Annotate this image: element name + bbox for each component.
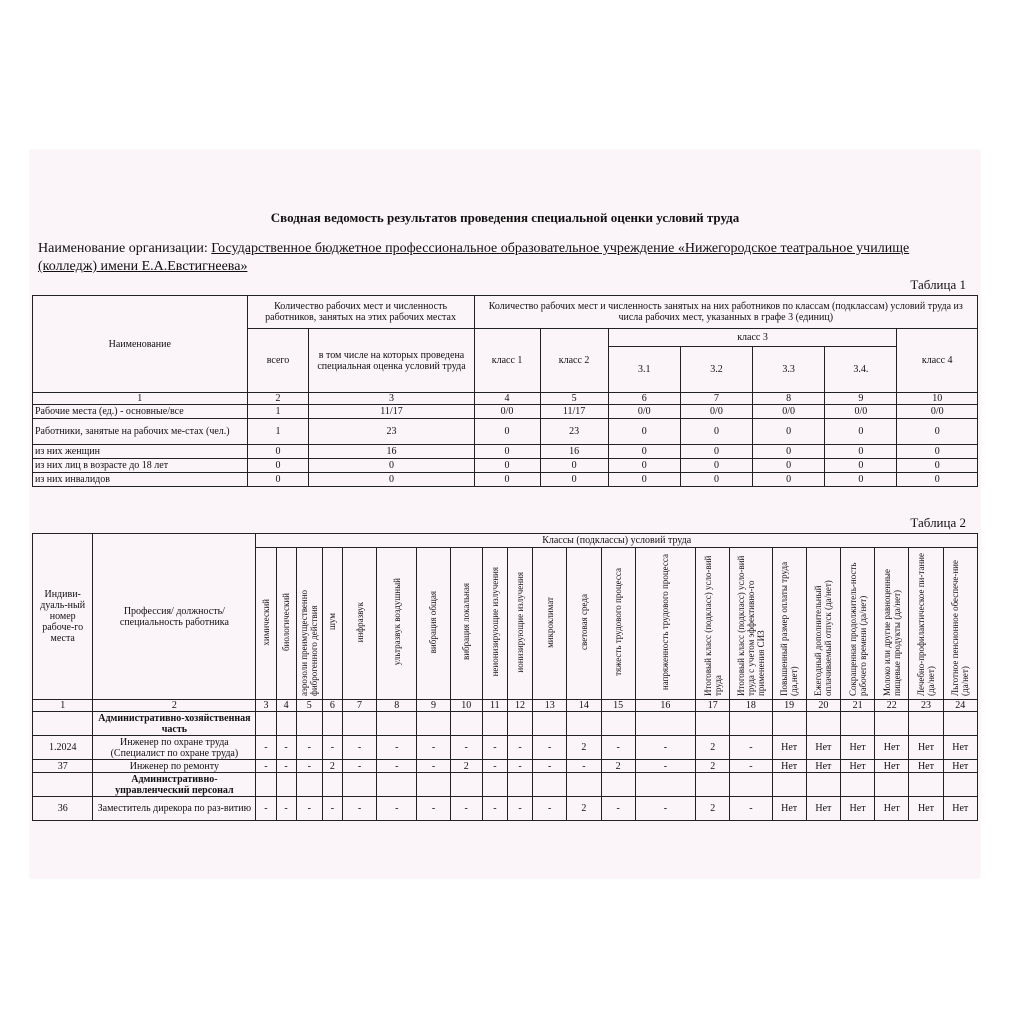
- t1-cell: 0: [680, 419, 752, 445]
- table-row: [33, 760, 978, 773]
- profession-name: Заместитель дирекора по раз-витию: [93, 797, 256, 821]
- t2-cell: -: [417, 797, 450, 821]
- t1-header-3-3: 3.3: [753, 347, 825, 393]
- t2-vertical-header: [507, 548, 532, 700]
- section-cell: [601, 773, 635, 797]
- table-row: [33, 736, 978, 760]
- t1-cell: 0: [680, 473, 752, 487]
- t2-vertical-header: [943, 548, 977, 700]
- t2-cell: -: [533, 760, 567, 773]
- section-cell: [482, 773, 507, 797]
- t1-header-class2: класс 2: [540, 329, 608, 393]
- t2-vertical-header: [696, 548, 730, 700]
- t1-cell: 1: [247, 405, 309, 419]
- t1-col-number: 1: [33, 393, 248, 405]
- section-cell: [772, 712, 806, 736]
- t2-cell: Нет: [909, 760, 943, 773]
- section-cell: [635, 773, 695, 797]
- t2-vertical-header: [875, 548, 909, 700]
- t2-col-number: 11: [482, 700, 507, 712]
- t2-cell: 2: [322, 760, 342, 773]
- section-cell: [377, 712, 417, 736]
- t2-cell: Нет: [772, 760, 806, 773]
- t1-header-class1: класс 1: [474, 329, 540, 393]
- t2-cell: Нет: [806, 760, 840, 773]
- t1-cell: 1: [247, 419, 309, 445]
- section-row: [33, 773, 978, 797]
- t2-cell: -: [276, 736, 296, 760]
- t1-cell: 11/17: [540, 405, 608, 419]
- t2-col-number: 2: [93, 700, 256, 712]
- workplace-number: 36: [33, 797, 93, 821]
- t1-col-number: 8: [753, 393, 825, 405]
- t2-col-number: 16: [635, 700, 695, 712]
- t2-cell: -: [482, 797, 507, 821]
- t2-vertical-header: [909, 548, 943, 700]
- t2-vertical-header-text: ультразвук воздушный: [391, 578, 402, 666]
- table1-caption: Таблица 1: [910, 277, 966, 292]
- t2-cell: 2: [450, 760, 482, 773]
- section-cell: [772, 773, 806, 797]
- t1-cell: 23: [540, 419, 608, 445]
- organization-label: Наименование организации:: [38, 241, 212, 256]
- section-cell: [276, 773, 296, 797]
- t2-cell: -: [482, 736, 507, 760]
- t2-vertical-header: [840, 548, 874, 700]
- t1-cell: 0/0: [753, 405, 825, 419]
- section-cell: [256, 773, 276, 797]
- t2-vertical-header-text: инфразвук: [354, 601, 365, 643]
- t1-col-number: 9: [825, 393, 897, 405]
- t1-cell: 0: [540, 473, 608, 487]
- t2-col-number: 5: [296, 700, 322, 712]
- t2-vertical-header: [377, 548, 417, 700]
- t2-vertical-header-text: напряженность трудового процесса: [660, 553, 671, 691]
- t2-cell: -: [730, 736, 772, 760]
- t2-vertical-header-text: Сокращенная продолжитель-ность рабочего времени (да/нет): [847, 562, 868, 696]
- section-cell: [730, 773, 772, 797]
- section-cell: [840, 712, 874, 736]
- t1-row-name: из них лиц в возрасте до 18 лет: [33, 459, 248, 473]
- section-cell: [296, 712, 322, 736]
- t1-header-count: Количество рабочих мест и численность работников, занятых на этих рабочих местах: [247, 296, 474, 329]
- t1-cell: 16: [309, 445, 474, 459]
- t1-col-number: 6: [608, 393, 680, 405]
- section-cell: [696, 712, 730, 736]
- t2-cell: 2: [601, 760, 635, 773]
- t2-cell: -: [417, 736, 450, 760]
- t2-vertical-header: [276, 548, 296, 700]
- t1-header-total: всего: [247, 329, 309, 393]
- t1-cell: 0/0: [680, 405, 752, 419]
- table-row: [33, 797, 978, 821]
- t2-col-number: 24: [943, 700, 977, 712]
- t2-cell: -: [256, 760, 276, 773]
- t2-cell: -: [377, 797, 417, 821]
- t2-cell: Нет: [909, 797, 943, 821]
- t2-cell: -: [533, 736, 567, 760]
- t1-col-number: 10: [897, 393, 978, 405]
- t1-header-assessed: в том числе на которых проведена специальная оценка условий труда: [309, 329, 474, 393]
- t1-cell: 0/0: [608, 405, 680, 419]
- t1-cell: 0: [825, 459, 897, 473]
- t2-vertical-header: [601, 548, 635, 700]
- t1-cell: 0: [474, 419, 540, 445]
- t1-col-number: 3: [309, 393, 474, 405]
- t1-cell: 16: [540, 445, 608, 459]
- t2-cell: -: [507, 736, 532, 760]
- section-row: [33, 712, 978, 736]
- t1-cell: 0: [608, 459, 680, 473]
- t2-cell: -: [276, 797, 296, 821]
- t2-cell: Нет: [806, 797, 840, 821]
- t2-cell: Нет: [840, 736, 874, 760]
- t2-col-number: 8: [377, 700, 417, 712]
- section-empty: [33, 712, 93, 736]
- t2-cell: Нет: [943, 760, 977, 773]
- t2-vertical-header-text: химический: [260, 598, 271, 646]
- section-cell: [482, 712, 507, 736]
- t2-header-number: Индиви-дуаль-ный номер рабоче-го места: [33, 534, 93, 700]
- t1-cell: 0: [608, 473, 680, 487]
- t1-cell: 11/17: [309, 405, 474, 419]
- section-cell: [296, 773, 322, 797]
- t2-col-number: 23: [909, 700, 943, 712]
- t2-cell: -: [417, 760, 450, 773]
- section-cell: [909, 712, 943, 736]
- t1-cell: 0: [474, 473, 540, 487]
- section-cell: [342, 773, 376, 797]
- t2-cell: Нет: [875, 736, 909, 760]
- t2-cell: Нет: [840, 797, 874, 821]
- t2-col-number: 15: [601, 700, 635, 712]
- t2-cell: -: [322, 797, 342, 821]
- t2-vertical-header-text: Итоговый класс (подкласс) усло-вий труда с учетом эффективно-го применения СИЗ: [735, 555, 766, 696]
- t1-cell: 0: [897, 473, 978, 487]
- t2-cell: -: [296, 797, 322, 821]
- section-cell: [635, 712, 695, 736]
- t2-vertical-header: [533, 548, 567, 700]
- t2-vertical-header-text: биологический: [281, 592, 292, 652]
- t1-row-name: Работники, занятые на рабочих ме-стах (чел.): [33, 419, 248, 445]
- section-cell: [322, 712, 342, 736]
- workplace-table: [32, 533, 978, 821]
- table-row: [33, 419, 978, 445]
- t2-vertical-header-text: Льготное пенсионное обеспече-ние (да/нет): [950, 560, 971, 696]
- t2-vertical-header-text: вибрация общая: [428, 590, 439, 654]
- t2-vertical-header-text: Повышенный размер оплаты труда (да,нет): [779, 561, 800, 696]
- t2-cell: 2: [567, 797, 601, 821]
- t2-cell: -: [635, 736, 695, 760]
- t1-row-name: Рабочие места (ед.) - основные/все: [33, 405, 248, 419]
- section-title: Административно-управленческий персонал: [93, 773, 256, 797]
- t2-cell: 2: [696, 736, 730, 760]
- t2-cell: -: [342, 797, 376, 821]
- organization-line: [38, 240, 970, 276]
- section-cell: [806, 773, 840, 797]
- section-cell: [322, 773, 342, 797]
- t1-cell: 0: [753, 473, 825, 487]
- t1-cell: 0: [680, 459, 752, 473]
- section-cell: [601, 712, 635, 736]
- section-cell: [377, 773, 417, 797]
- section-cell: [909, 773, 943, 797]
- t2-cell: -: [482, 760, 507, 773]
- section-cell: [875, 773, 909, 797]
- section-cell: [507, 773, 532, 797]
- section-cell: [567, 773, 601, 797]
- t2-cell: -: [296, 760, 322, 773]
- t2-vertical-header: [450, 548, 482, 700]
- t1-cell: 0: [474, 459, 540, 473]
- t1-col-number: 2: [247, 393, 309, 405]
- t2-vertical-header: [806, 548, 840, 700]
- section-cell: [730, 712, 772, 736]
- t2-cell: -: [601, 797, 635, 821]
- document-title: Сводная ведомость результатов проведения специальной оценки условий труда: [270, 210, 740, 225]
- t2-col-number: 12: [507, 700, 532, 712]
- t1-header-3-1: 3.1: [608, 347, 680, 393]
- t2-cell: -: [256, 797, 276, 821]
- t1-header-class4: класс 4: [897, 329, 978, 393]
- t1-cell: 0/0: [825, 405, 897, 419]
- t2-cell: -: [377, 760, 417, 773]
- t2-vertical-header: [567, 548, 601, 700]
- t1-cell: 0: [897, 459, 978, 473]
- t2-cell: -: [601, 736, 635, 760]
- t2-cell: 2: [696, 797, 730, 821]
- t2-col-number: 14: [567, 700, 601, 712]
- t2-vertical-header-text: неионизирующие излучения: [489, 567, 500, 677]
- section-empty: [33, 773, 93, 797]
- t2-col-number: 17: [696, 700, 730, 712]
- t2-cell: -: [377, 736, 417, 760]
- t1-col-number: 4: [474, 393, 540, 405]
- document-sheet: [30, 150, 980, 878]
- t1-cell: 0/0: [474, 405, 540, 419]
- t2-column-numbers: [33, 700, 978, 712]
- t2-cell: -: [533, 797, 567, 821]
- t2-vertical-header-text: световая среда: [578, 594, 589, 650]
- t2-cell: -: [730, 797, 772, 821]
- t2-header-classes: Классы (подклассы) условий труда: [256, 534, 978, 548]
- t2-cell: Нет: [909, 736, 943, 760]
- section-cell: [450, 773, 482, 797]
- t1-cell: 0: [825, 473, 897, 487]
- t1-cell: 0: [825, 445, 897, 459]
- section-cell: [256, 712, 276, 736]
- workplace-number: 37: [33, 760, 93, 773]
- t2-cell: -: [635, 760, 695, 773]
- t2-col-number: 7: [342, 700, 376, 712]
- t1-cell: 0/0: [897, 405, 978, 419]
- t1-cell: 0: [825, 419, 897, 445]
- t2-header-profession: Профессия/ должность/ специальность работника: [93, 534, 256, 700]
- t2-col-number: 22: [875, 700, 909, 712]
- t2-vertical-header: [296, 548, 322, 700]
- section-cell: [533, 712, 567, 736]
- t1-col-number: 7: [680, 393, 752, 405]
- section-cell: [450, 712, 482, 736]
- t2-vertical-header: [322, 548, 342, 700]
- t1-cell: 0: [474, 445, 540, 459]
- t1-cell: 0: [897, 419, 978, 445]
- section-cell: [417, 773, 450, 797]
- t2-cell: Нет: [875, 760, 909, 773]
- t2-cell: -: [450, 736, 482, 760]
- t1-column-numbers: [33, 393, 978, 405]
- t2-col-number: 20: [806, 700, 840, 712]
- section-cell: [943, 773, 977, 797]
- section-cell: [875, 712, 909, 736]
- t1-cell: 0: [608, 445, 680, 459]
- t2-col-number: 21: [840, 700, 874, 712]
- table-row: [33, 473, 978, 487]
- t1-cell: 0: [753, 419, 825, 445]
- t1-cell: 0: [309, 459, 474, 473]
- t2-cell: -: [296, 736, 322, 760]
- t2-vertical-header: [482, 548, 507, 700]
- t2-col-number: 10: [450, 700, 482, 712]
- t2-cell: -: [256, 736, 276, 760]
- section-cell: [567, 712, 601, 736]
- t2-vertical-header: [635, 548, 695, 700]
- t2-cell: Нет: [943, 736, 977, 760]
- t1-cell: 23: [309, 419, 474, 445]
- t2-vertical-header-text: аэрозоли преимущественно фиброгенного действия: [299, 589, 320, 696]
- section-cell: [696, 773, 730, 797]
- section-title: Административно-хозяйственная часть: [93, 712, 256, 736]
- profession-name: Инженер по охране труда (Специалист по охране труда): [93, 736, 256, 760]
- t2-vertical-header-text: шум: [327, 613, 338, 631]
- t2-cell: 2: [696, 760, 730, 773]
- t2-col-number: 13: [533, 700, 567, 712]
- t2-col-number: 6: [322, 700, 342, 712]
- t2-vertical-header-text: микроклимат: [544, 596, 555, 648]
- t2-vertical-header: [342, 548, 376, 700]
- t2-vertical-header-text: Ежегодный дополнительный оплачиваемый отпуск (да/нет): [813, 580, 834, 696]
- t2-cell: Нет: [943, 797, 977, 821]
- t1-cell: 0: [247, 473, 309, 487]
- t2-cell: -: [450, 797, 482, 821]
- section-cell: [276, 712, 296, 736]
- section-cell: [840, 773, 874, 797]
- t2-vertical-header-text: ионизирующие излучения: [515, 571, 526, 673]
- t2-cell: Нет: [772, 736, 806, 760]
- t2-cell: 2: [567, 736, 601, 760]
- profession-name: Инженер по ремонту: [93, 760, 256, 773]
- t1-cell: 0: [753, 459, 825, 473]
- t2-vertical-header: [772, 548, 806, 700]
- t2-cell: Нет: [772, 797, 806, 821]
- t1-header-classes: Количество рабочих мест и численность занятых на них работников по классам (подклассам) условий труда из числа рабочих мест, указанных в графе 3 (единиц): [474, 296, 977, 329]
- t2-cell: Нет: [806, 736, 840, 760]
- t2-cell: -: [635, 797, 695, 821]
- t2-vertical-header: [256, 548, 276, 700]
- section-cell: [943, 712, 977, 736]
- t2-vertical-header-text: Молоко или другие равноценные пищевые продукты (да/нет): [881, 569, 902, 696]
- t1-cell: 0: [309, 473, 474, 487]
- organization-name: Государственное бюджетное профессиональное образовательное учреждение «Нижегородское театральное училище (колледж) имени Е.А.Евстигнеева»: [38, 241, 910, 274]
- t1-header-name: Наименование: [33, 296, 248, 393]
- section-cell: [342, 712, 376, 736]
- section-cell: [417, 712, 450, 736]
- table-row: [33, 445, 978, 459]
- t2-cell: -: [507, 797, 532, 821]
- t1-row-name: из них женщин: [33, 445, 248, 459]
- t1-cell: 0: [608, 419, 680, 445]
- summary-table: [32, 295, 978, 487]
- t2-col-number: 3: [256, 700, 276, 712]
- t1-cell: 0: [247, 459, 309, 473]
- t1-row-name: из них инвалидов: [33, 473, 248, 487]
- t2-cell: -: [322, 736, 342, 760]
- section-cell: [533, 773, 567, 797]
- table2-caption: Таблица 2: [910, 515, 966, 530]
- t1-cell: 0: [247, 445, 309, 459]
- t2-cell: -: [276, 760, 296, 773]
- t2-vertical-header-text: Итоговый класс (подкласс) усло-вий труда: [702, 555, 723, 696]
- t2-col-number: 9: [417, 700, 450, 712]
- section-cell: [507, 712, 532, 736]
- t2-cell: -: [507, 760, 532, 773]
- t2-vertical-header-text: Лечебно-профилактическое пи-тание (да/нет): [915, 553, 936, 696]
- t2-vertical-header: [417, 548, 450, 700]
- t1-cell: 0: [540, 459, 608, 473]
- t1-header-3-2: 3.2: [680, 347, 752, 393]
- t1-cell: 0: [753, 445, 825, 459]
- t2-col-number: 4: [276, 700, 296, 712]
- t1-cell: 0: [897, 445, 978, 459]
- t1-header-class3: класс 3: [608, 329, 897, 347]
- table-row: [33, 459, 978, 473]
- t2-vertical-header: [730, 548, 772, 700]
- t2-col-number: 19: [772, 700, 806, 712]
- t2-vertical-header-text: вибрация локальная: [461, 583, 472, 661]
- t2-cell: Нет: [840, 760, 874, 773]
- section-cell: [806, 712, 840, 736]
- table-row: [33, 405, 978, 419]
- workplace-number: 1.2024: [33, 736, 93, 760]
- t2-col-number: 1: [33, 700, 93, 712]
- t1-cell: 0: [680, 445, 752, 459]
- t2-cell: -: [342, 760, 376, 773]
- t2-cell: -: [342, 736, 376, 760]
- t2-col-number: 18: [730, 700, 772, 712]
- t1-col-number: 5: [540, 393, 608, 405]
- t2-cell: Нет: [875, 797, 909, 821]
- t2-cell: -: [567, 760, 601, 773]
- t2-vertical-header-text: тяжесть трудового процесса: [613, 568, 624, 676]
- t1-header-3-4: 3.4.: [825, 347, 897, 393]
- t2-cell: -: [730, 760, 772, 773]
